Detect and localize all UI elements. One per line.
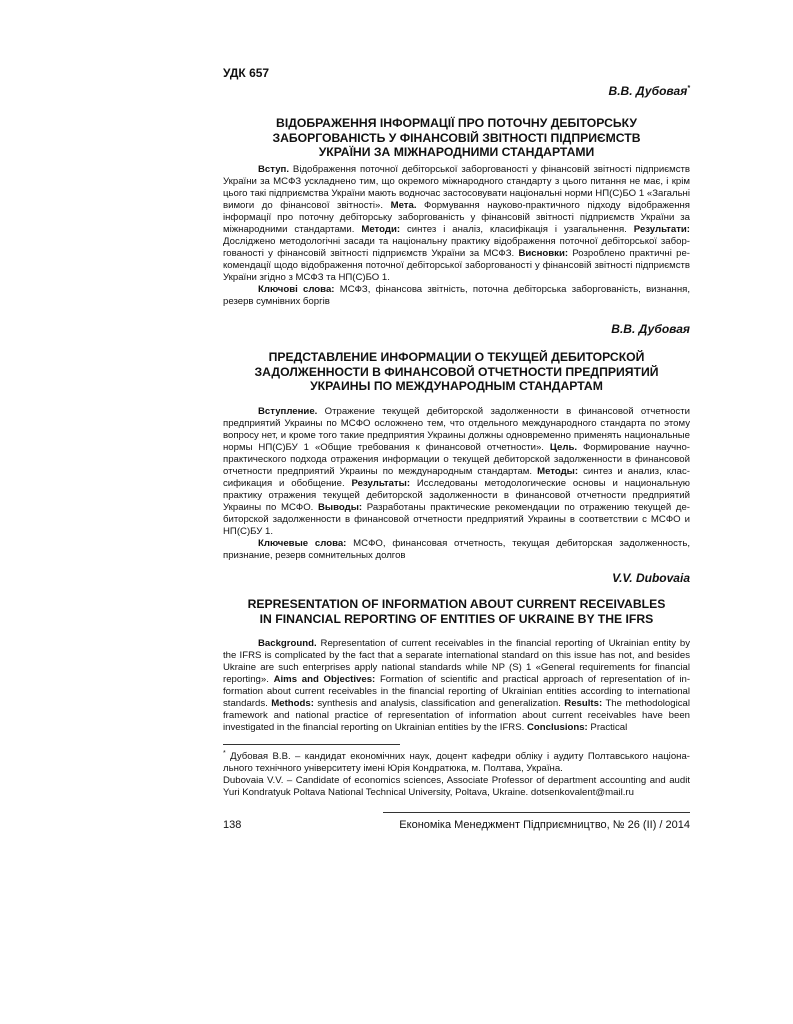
text-results: Исследованы методологические основы и национальную практику отражения текущей дебиторской задолженности в финансовой отчетности предприятий Украины по МСФО. — [223, 478, 691, 513]
text-intro: Отражение текущей дебиторской задолженности в финансовой отчетности предприятий Украины по МСФО осложнено тем, что отдельного международного стандарта по этому вопросу нет, и кроме того такие предприятия Украины должны одновременно применять национальные нормы НП(С)БУ 1 «Общие требования к финансовой отчетности». — [223, 406, 690, 453]
title-line: ПРЕДСТАВЛЕНИЕ ИНФОРМАЦИИ О ТЕКУЩЕЙ ДЕБИТОРСКОЙ — [268, 350, 645, 364]
abstract-paragraph — [223, 164, 690, 284]
footnote-mark: * — [223, 749, 226, 757]
author-ukrainian — [223, 84, 690, 98]
footnote-english — [223, 775, 690, 799]
footnote-en-text: Dubovaia V.V. – Candidate of economics sciences, Associate Professor of department accounting and audit Yuri Kondratyuk Poltava National Technical University, Poltava, Ukraine. dotsenkovalent@mail.ru — [223, 775, 690, 798]
author-name: В.В. Дубовая — [608, 84, 688, 98]
page-number: 138 — [223, 819, 242, 831]
journal-footer: Економіка Менеджмент Підприємництво, № 26 (II) / 2014 — [399, 819, 690, 831]
title-line: IN FINANCIAL REPORTING OF ENTITIES OF UKRAINE BY THE IFRS — [259, 611, 654, 626]
title-line: УКРАИНЫ ПО МЕЖДУНАРОДНЫМ СТАНДАРТАМ — [310, 379, 603, 393]
text-results: Досліджено методологічні засади та національну практику відображення поточної дебіторської заборгованості у фінансовій звітності підприємств України за МСФЗ. — [223, 236, 690, 259]
text-conclusions: Practical — [587, 722, 628, 733]
label-aim: Aims and Objectives: — [273, 674, 376, 685]
text-intro: Відображення поточної дебіторської заборгованості у фінансовій звітності підприємств України за МСФЗ ускладнено тим, що окремого міжнародного стандарту з цього питання не має, і крім цього такі підприємства України мають водночас застосовувати національні норми НП(С)БО 1 «Загальні вимоги до фінансової звітності». — [223, 164, 690, 211]
footnote-divider — [223, 744, 400, 745]
title-line: ЗАБОРГОВАНІСТЬ У ФІНАНСОВІЙ ЗВІТНОСТІ ПІДПРИЄМСТВ — [272, 130, 641, 145]
text-methods: синтез і аналіз, класифікація і узагальнення. — [400, 224, 634, 235]
text-methods: синтез и анализ, классификация и обобщение. — [223, 466, 690, 489]
title-line: ЗАДОЛЖЕННОСТИ В ФИНАНСОВОЙ ОТЧЕТНОСТИ ПРЕДПРИЯТИЙ — [254, 364, 659, 379]
label-conclusions: Conclusions: — [526, 722, 588, 733]
label-results: Results: — [564, 698, 603, 709]
keywords-label: Ключевые слова: — [258, 538, 347, 549]
footnote — [223, 751, 690, 799]
label-conclusions: Висновки: — [518, 248, 569, 259]
text-aim: Formation of scientific and practical approach of representation of information about current receivables in the financial reporting of Ukrainian entities according to international standards. — [223, 674, 691, 709]
label-methods: Методи: — [361, 224, 401, 235]
keywords-paragraph — [223, 284, 690, 308]
keywords-paragraph — [223, 538, 690, 562]
abstract-russian — [223, 406, 690, 562]
abstract-paragraph — [223, 406, 690, 538]
footnote-ukrainian — [223, 751, 690, 775]
label-methods: Методы: — [537, 466, 579, 477]
label-conclusions: Выводы: — [318, 502, 363, 513]
label-methods: Methods: — [271, 698, 314, 709]
title-line: УКРАЇНИ ЗА МІЖНАРОДНИМИ СТАНДАРТАМИ — [318, 145, 595, 159]
abstract-english — [223, 638, 690, 734]
title-russian — [223, 350, 690, 394]
author-name: V.V. Dubovaia — [612, 571, 690, 585]
keywords-text: МСФО, финансовая отчетность, текущая дебиторская задолженность, признание, резерв сомнительных долгов — [223, 538, 690, 561]
label-aim: Цель. — [549, 442, 578, 453]
title-line: ВІДОБРАЖЕННЯ ІНФОРМАЦІЇ ПРО ПОТОЧНУ ДЕБІТОРСЬКУ — [276, 116, 637, 130]
title-line: REPRESENTATION OF INFORMATION ABOUT CURRENT RECEIVABLES — [247, 597, 666, 611]
keywords-text: МСФЗ, фінансова звітність, поточна дебіторська заборгованість, визнання, резерв сумнівних боргів — [223, 284, 691, 307]
text-conclusions: Разработаны практические рекомендации по отражению текущей дебиторской задолженности в финансовой отчетности предприятий Украины в соответствии с МСФО и НП(С)БУ 1. — [223, 502, 690, 537]
keywords-label: Ключові слова: — [258, 284, 335, 295]
label-intro: Вступление. — [258, 406, 318, 417]
text-aim: Формирование научно-практического подхода отражения информации о текущей дебиторской задолженности в финансовой отчетности предприятий Украины по международным стандартам. — [223, 442, 690, 477]
author-name: В.В. Дубовая — [611, 322, 690, 336]
abstract-ukrainian — [223, 164, 690, 308]
label-intro: Background. — [258, 638, 317, 649]
text-aim: Формування науково-практичного підходу відображення інформації про поточну дебіторську заборгованість у фінансовій звітності підприємств України за міжнародними стандартами. — [223, 200, 690, 235]
author-russian — [223, 322, 690, 336]
footer-divider — [383, 812, 690, 813]
text-intro: Representation of current receivables in the financial reporting of Ukrainian entity by the IFRS is complicated by the fact that a separate international standard on this issue has not, and besides Ukraine are such enterprises apply national standards while NP (S) 1 «General requirements for financial reporting». — [223, 638, 690, 685]
author-english — [223, 571, 690, 585]
text-methods: synthesis and analysis, classification and generalization. — [313, 698, 565, 709]
title-ukrainian — [223, 116, 690, 160]
title-english — [215, 597, 698, 626]
udk-code: УДК 657 — [223, 66, 270, 80]
label-results: Результати: — [633, 224, 690, 235]
label-results: Результаты: — [351, 478, 411, 489]
label-aim: Мета. — [390, 200, 417, 211]
footnote-ua-text: Дубовая В.В. – кандидат економічних наук, доцент кафедри обліку і аудиту Полтавського національного технічного університету імені Юрія Кондратюка, м. Полтава, Україна. — [223, 751, 690, 774]
text-results: The methodological framework and national practice of representation of information about current receivables have been investigated in the financial reporting on Ukrainian entities by the IFRS. — [223, 698, 690, 733]
abstract-paragraph — [223, 638, 690, 734]
label-intro: Вступ. — [258, 164, 289, 175]
footnote-mark[interactable]: * — [687, 85, 690, 92]
text-conclusions: Розроблено практичні рекомендації щодо відображення поточної дебіторської заборгованості у фінансовій звітності підприємств України згідно з МСФЗ та НП(С)БО 1. — [223, 248, 690, 283]
